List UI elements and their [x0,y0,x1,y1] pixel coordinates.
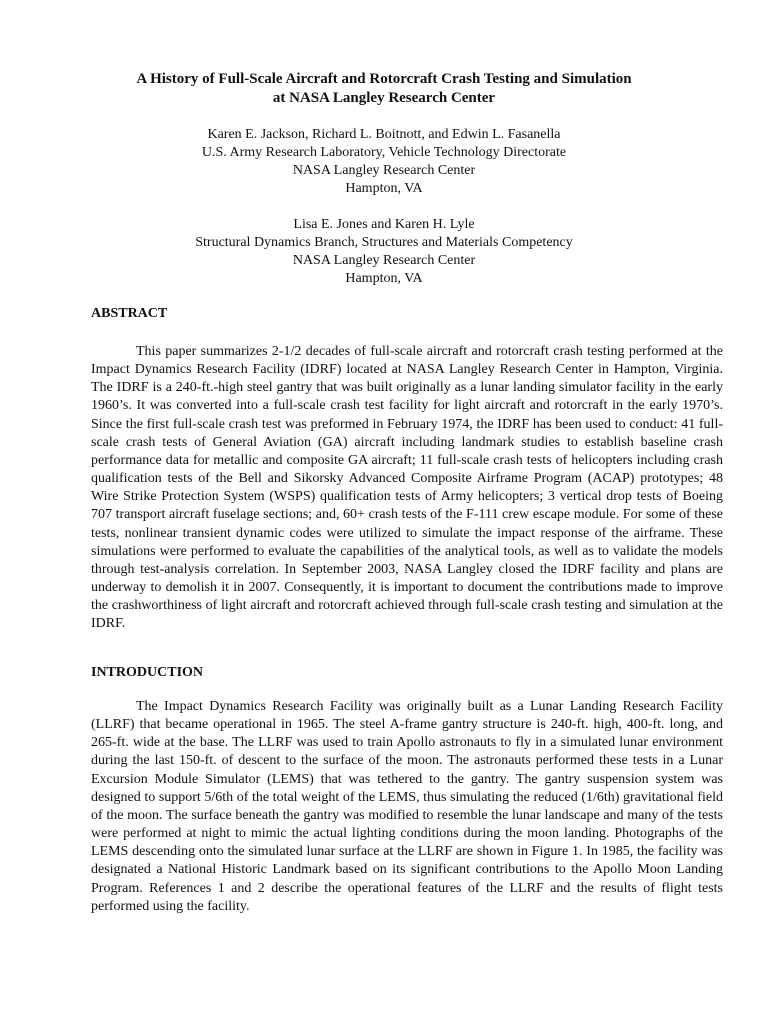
author-location: Hampton, VA [345,271,423,286]
author-block-1 [0,126,768,198]
author-location: Hampton, VA [345,181,423,196]
author-names: Karen E. Jackson, Richard L. Boitnott, and Edwin L. Fasanella [207,127,561,142]
title-line-2: at NASA Langley Research Center [272,90,496,106]
author-center: NASA Langley Research Center [292,253,476,268]
author-names: Lisa E. Jones and Karen H. Lyle [293,217,475,232]
paper-title [0,70,768,108]
author-affiliation: U.S. Army Research Laboratory, Vehicle Technology Directorate [201,145,567,160]
introduction-body: The Impact Dynamics Research Facility was originally built as a Lunar Landing Research Facility (LLRF) that became operational in 1965. The steel A-frame gantry structure is 240-ft. high, 400-ft. long, and 265-ft. wide at the base. The LLRF was used to train Apollo astronauts to fly in a simulated lunar environment during the last 150-ft. of descent to the surface of the moon. The astronauts performed these tests in a Lunar Excursion Module Simulator (LEMS) that was tethered to the gantry. The gantry suspension system was designed to support 5/6th of the total weight of the LEMS, thus simulating the reduced (1/6th) gravitational field of the moon. The surface beneath the gantry was modified to resemble the lunar landscape and many of the tests were performed at night to mimic the actual lighting conditions during the moon landing. Photographs of the LEMS descending onto the simulated lunar surface at the LLRF are shown in Figure 1. In 1985, the facility was designated a National Historic Landmark based on its significant contributions to the Apollo Moon Landing Program. References 1 and 2 describe the operational features of the LLRF and the results of flight tests performed using the facility. [91,699,723,914]
author-block-2 [0,216,768,288]
abstract-body: This paper summarizes 2-1/2 decades of full-scale aircraft and rotorcraft crash testing performed at the Impact Dynamics Research Facility (IDRF) located at NASA Langley Research Center in Hampton, Virginia. The IDRF is a 240-ft.-high steel gantry that was built originally as a lunar landing simulator facility in the early 1960’s. It was converted into a full-scale crash test facility for light aircraft and rotorcraft in the early 1970’s. Since the first full-scale crash test was preformed in February 1974, the IDRF has been used to conduct: 41 full-scale crash tests of General Aviation (GA) aircraft including landmark studies to establish baseline crash performance data for metallic and composite GA aircraft; 11 full-scale crash tests of helicopters including crash qualification tests of the Bell and Sikorsky Advanced Composite Airframe Program (ACAP) prototypes; 48 Wire Strike Protection System (WSPS) qualification tests of Army helicopters; 3 vertical drop tests of Boeing 707 transport aircraft fuselage sections; and, 60+ crash tests of the F-111 crew escape module. For some of these tests, nonlinear transient dynamic codes were utilized to simulate the impact response of the airframe. These simulations were performed to evaluate the capabilities of the analytical tools, as well as to validate the models through test-analysis correlation. In September 2003, NASA Langley closed the IDRF facility and plans are underway to demolish it in 2007. Consequently, it is important to document the contributions made to improve the crashworthiness of light aircraft and rotorcraft achieved through full-scale crash testing and simulation at the IDRF. [91,344,723,632]
author-center: NASA Langley Research Center [292,163,476,178]
abstract-heading: ABSTRACT [91,306,168,321]
author-affiliation: Structural Dynamics Branch, Structures and Materials Competency [195,235,573,250]
introduction-heading: INTRODUCTION [91,665,204,680]
title-line-1: A History of Full-Scale Aircraft and Rotorcraft Crash Testing and Simulation [136,71,632,87]
